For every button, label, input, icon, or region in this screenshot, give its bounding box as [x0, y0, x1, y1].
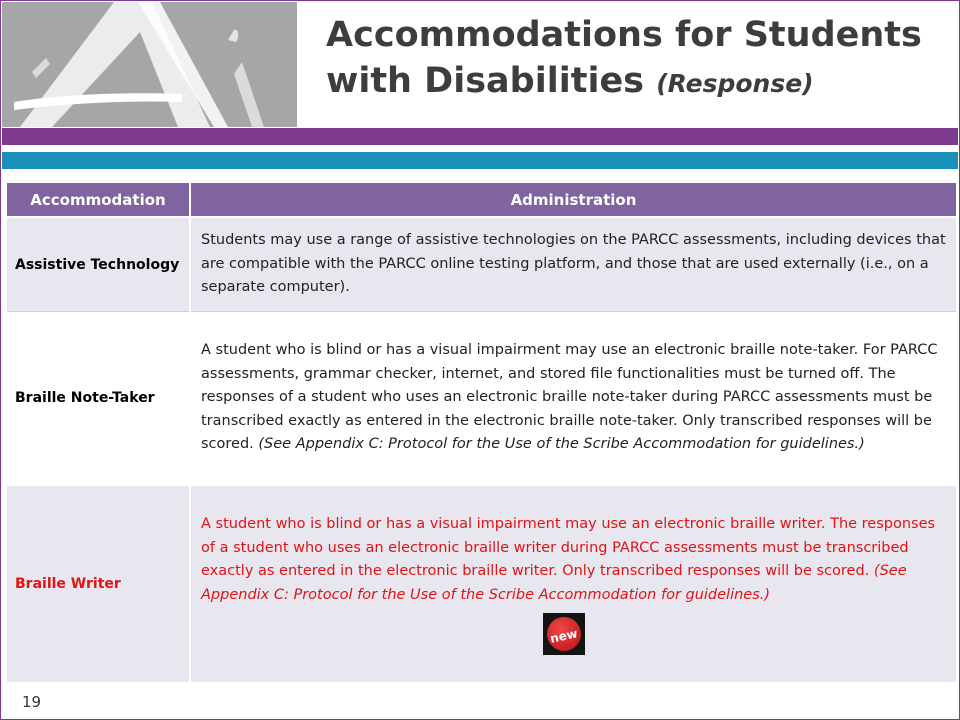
page-title — [326, 12, 946, 107]
purple-divider-bar — [2, 128, 958, 145]
teal-divider-bar — [2, 152, 958, 169]
table-row — [7, 485, 956, 682]
appendix-note: (See Appendix C: Protocol for the Use of the Scribe Accommodation for guidelines.) — [258, 436, 865, 453]
table-row — [7, 312, 956, 486]
table-row — [7, 217, 956, 312]
parcc-a-logo-icon — [2, 2, 297, 127]
accommodation-name: Braille Writer — [7, 485, 190, 682]
new-badge-label: new — [548, 626, 579, 646]
administration-cell — [190, 312, 956, 486]
accommodation-name: Braille Note-Taker — [7, 312, 190, 486]
accommodation-name: Assistive Technology — [7, 217, 190, 312]
new-badge-icon — [543, 613, 585, 655]
administration-text: Students may use a range of assistive technologies on the PARCC assessments, including devices that are compatible with the PARCC online testing platform, and those that are used externally (i.e., on a separate computer). — [190, 217, 956, 312]
header-administration: Administration — [190, 183, 956, 217]
administration-cell — [190, 485, 956, 682]
logo-panel — [2, 2, 297, 127]
accommodations-table — [7, 183, 956, 682]
administration-text: A student who is blind or has a visual impairment may use an electronic braille writer. The responses of a student who uses an electronic braille writer during PARCC assessments must be transcribed exactly as entered in the electronic braille writer. Only transcribed responses will be scored. — [201, 516, 936, 579]
title-subtitle: (Response) — [656, 69, 814, 98]
administration-text: A student who is blind or has a visual impairment may use an electronic braille note-taker. For PARCC assessments, grammar checker, internet, and stored file functionalities must be turned off. The responses of a student who uses an electronic braille note-taker during PARCC assessments must be transcribed exactly as entered in the electronic braille note-taker. Only transcribed responses will be scored. — [201, 342, 938, 453]
table-header-row — [7, 183, 956, 217]
page-number: 19 — [22, 693, 42, 711]
header-accommodation: Accommodation — [7, 183, 190, 217]
title-main: Accommodations for Students with Disabilities — [326, 15, 922, 101]
appendix-note: (See Appendix C: Protocol for the Use of the Scribe Accommodation for guidelines.) — [201, 563, 907, 603]
